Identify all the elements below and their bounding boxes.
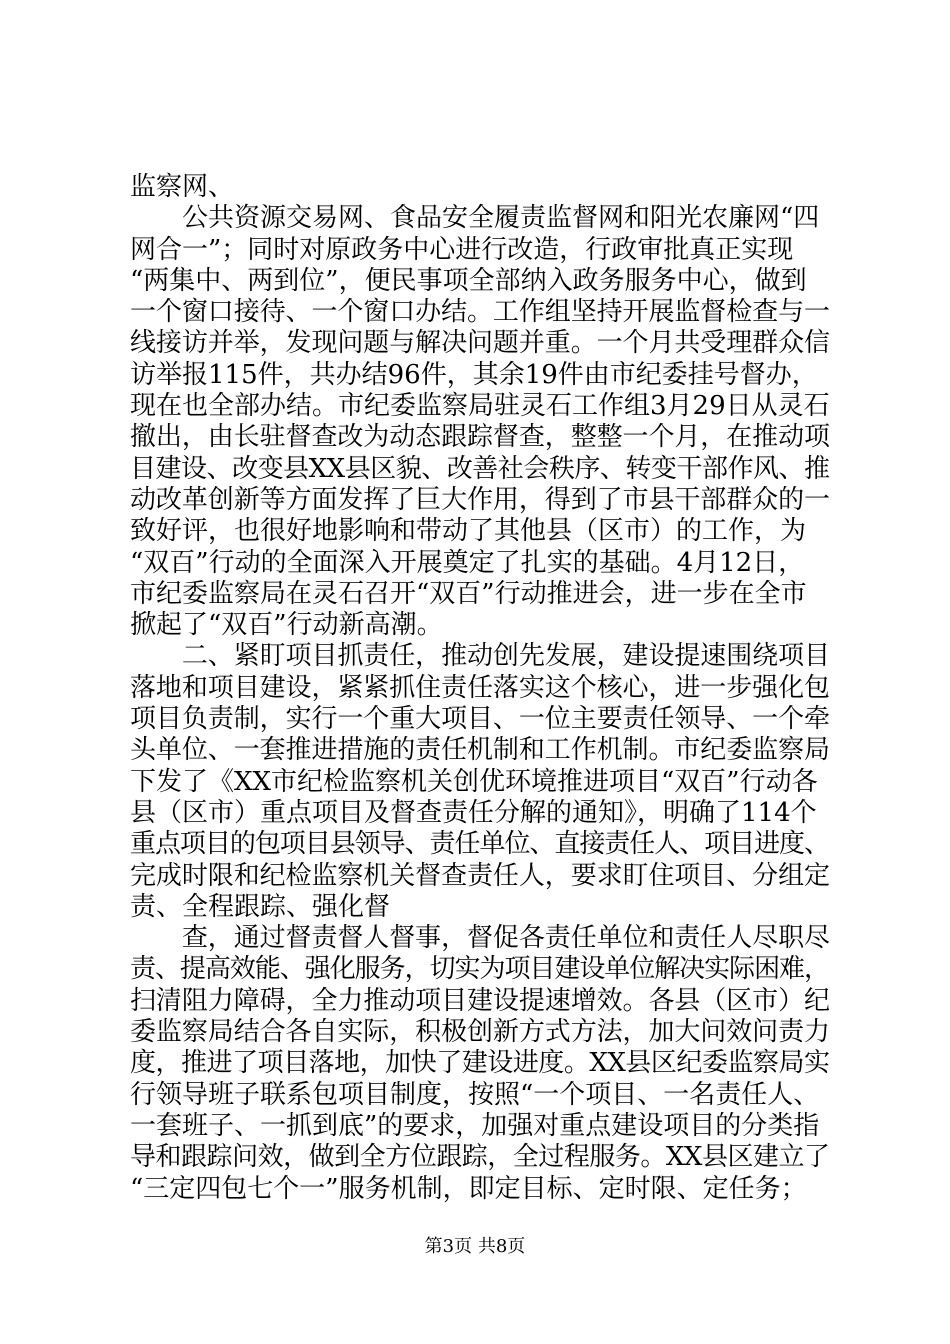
- text-line: 项目负责制，实行一个重大项目、一位主要责任领导、一个牵: [130, 704, 830, 735]
- text-line: 头单位、一套推进措施的责任机制和工作机制。市纪委监察局: [130, 735, 830, 766]
- text-line: 监察网、: [130, 172, 235, 202]
- text-line: 扫清阻力障碍，全力推动项目建设提速增效。各县（区市）纪: [130, 985, 830, 1016]
- text-line: 下发了《XX市纪检监察机关创优环境推进项目“双百”行动各: [130, 766, 818, 797]
- text-line: 一个窗口接待、一个窗口办结。工作组坚持开展监督检查与一: [130, 297, 830, 328]
- text-line: 公共资源交易网、食品安全履责监督网和阳光农廉网“四: [130, 203, 820, 234]
- text-line: “三定四包七个一”服务机制，即定目标、定时限、定任务；: [130, 1173, 807, 1204]
- text-line: 二、紧盯项目抓责任，推动创先发展，建设提速围绕项目: [130, 641, 830, 672]
- text-line: 委监察局结合各自实际，积极创新方式方法，加大问效问责力: [130, 1017, 830, 1048]
- text-line: 网合一”；同时对原政务中心进行改造，行政审批真正实现: [130, 234, 794, 265]
- text-line: 度，推进了项目落地，加快了建设进度。XX县区纪委监察局实: [130, 1048, 830, 1079]
- text-line: 落地和项目建设，紧紧抓住责任落实这个核心，进一步强化包: [130, 672, 830, 703]
- text-line: 致好评，也很好地影响和带动了其他县（区市）的工作，为: [130, 516, 807, 547]
- text-line: 查，通过督责督人督事，督促各责任单位和责任人尽职尽: [130, 923, 830, 954]
- text-line: 重点项目的包项目县领导、责任单位、直接责任人、项目进度、: [130, 829, 829, 860]
- text-line: 责、提高效能、强化服务，切实为项目建设单位解决实际困难，: [130, 954, 829, 985]
- text-line: 动改革创新等方面发挥了巨大作用，得到了市县干部群众的一: [130, 484, 830, 515]
- text-line: 完成时限和纪检监察机关督查责任人，要求盯住项目、分组定: [130, 860, 830, 891]
- body-text: [130, 172, 830, 1205]
- text-line: 访举报115件，共办结96件，其余19件由市纪委挂号督办，: [130, 359, 818, 390]
- text-line: 市纪委监察局在灵石召开“双百”行动推进会，进一步在全市: [130, 578, 807, 609]
- text-line: 责、全程跟踪、强化督: [130, 891, 391, 922]
- text-line: 县（区市）重点项目及督查责任分解的通知》，明确了114个: [130, 797, 817, 828]
- text-line: 目建设、改变县XX县区貌、改善社会秩序、转变干部作风、推: [130, 453, 830, 484]
- text-line: 掀起了“双百”行动新高潮。: [130, 610, 443, 641]
- text-line: “双百”行动的全面深入开展奠定了扎实的基础。4月12日，: [130, 547, 805, 578]
- text-line: 一套班子、一抓到底”的要求，加强对重点建设项目的分类指: [130, 1110, 820, 1141]
- text-line: “两集中、两到位”，便民事项全部纳入政务服务中心，做到: [130, 265, 807, 296]
- text-line: 线接访并举，发现问题与解决问题并重。一个月共受理群众信: [130, 328, 830, 359]
- text-line: 行领导班子联系包项目制度，按照“一个项目、一名责任人、: [130, 1079, 820, 1110]
- text-line: 导和跟踪问效，做到全方位跟踪，全过程服务。XX县区建立了: [130, 1142, 830, 1173]
- text-line: 撤出，由长驻督查改为动态跟踪督查，整整一个月，在推动项: [130, 422, 830, 453]
- page-number-footer: 第3页 共8页: [424, 1236, 526, 1257]
- text-line: 现在也全部办结。市纪委监察局驻灵石工作组3月29日从灵石: [130, 391, 830, 422]
